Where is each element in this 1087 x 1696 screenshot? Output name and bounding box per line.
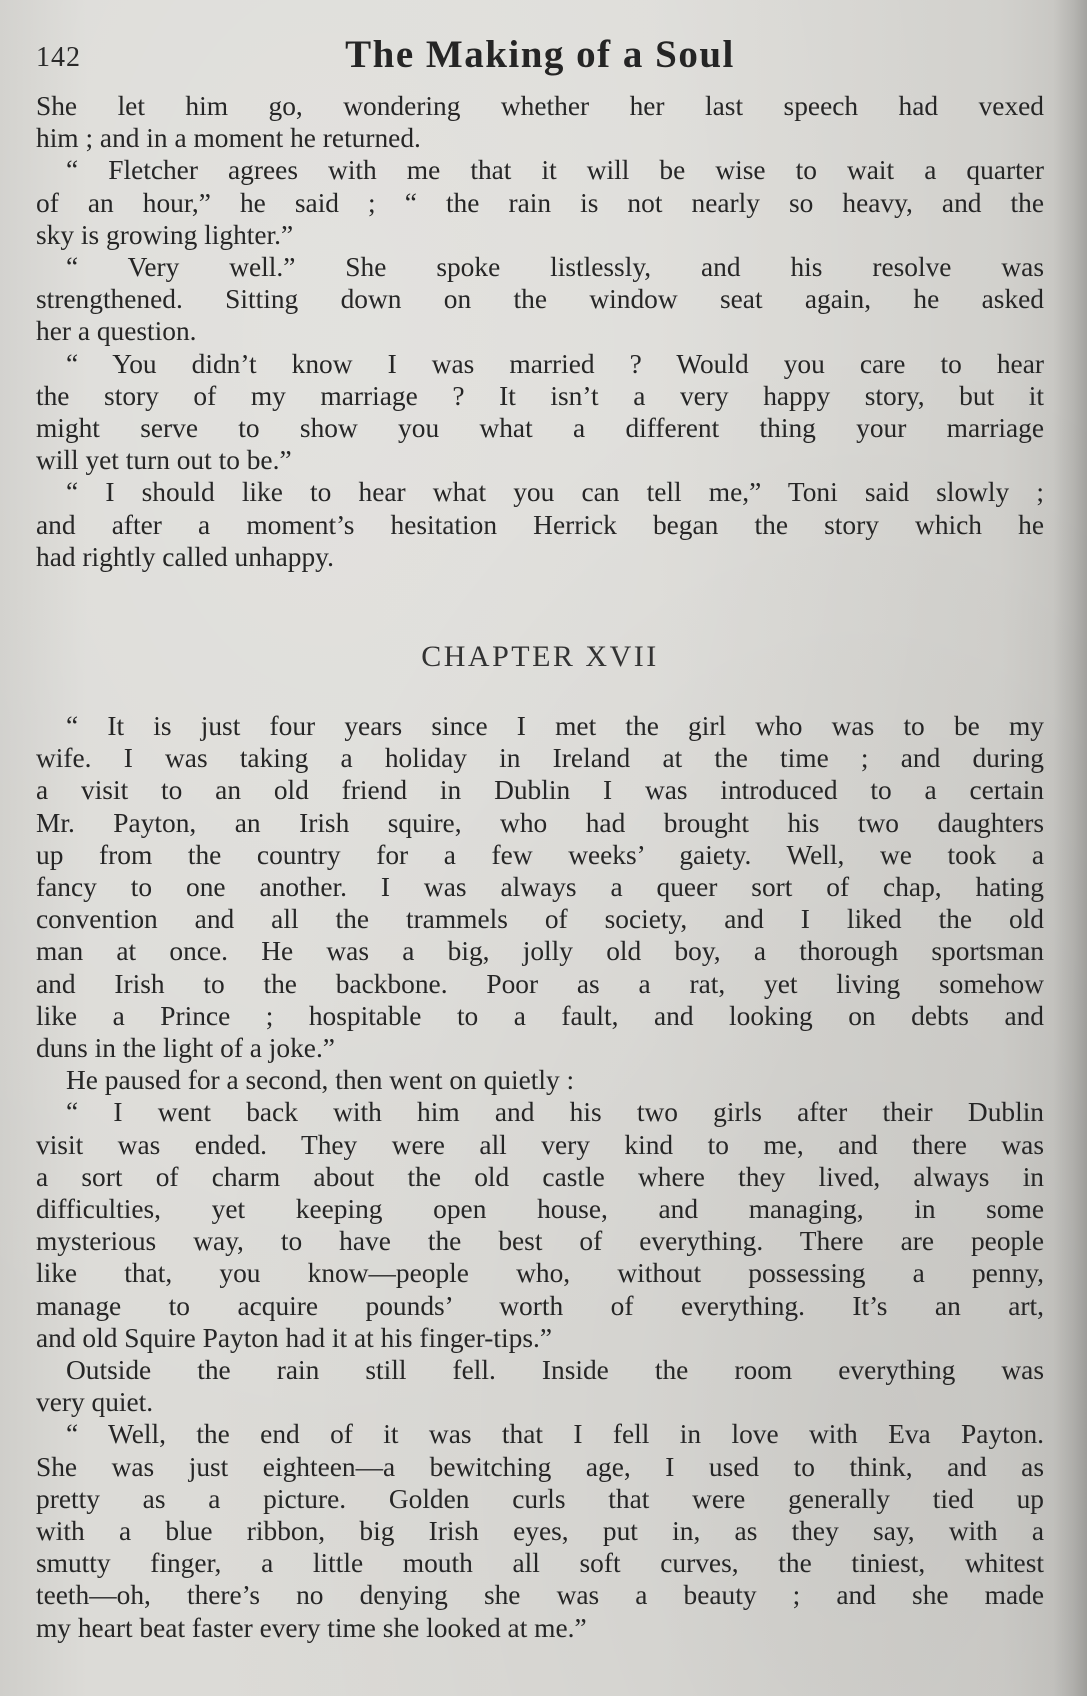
text-line: a visit to an old friend in Dublin I was introduced to a certain — [36, 775, 1044, 806]
text-line: “ It is just four years since I met the girl who was to be my — [66, 711, 1044, 741]
text-line: wife. I was taking a holiday in Ireland at the time ; and during — [36, 743, 1044, 774]
text-line: mysterious way, to have the best of everything. There are people — [36, 1226, 1044, 1257]
text-line: duns in the light of a joke.” — [36, 1033, 335, 1064]
text-line: “ You didn’t know I was married ? Would you care to hear — [66, 348, 1044, 379]
text-line: “ Very well.” She spoke listlessly, and his resolve was — [66, 252, 1044, 283]
text-line: “ Fletcher agrees with me that it will be wise to wait a quarter — [66, 155, 1044, 186]
page-number: 142 — [36, 42, 81, 73]
paragraph-four-years — [36, 710, 1044, 1064]
text-line: strengthened. Sitting down on the window seat again, he asked — [36, 284, 1044, 315]
running-title: The Making of a Soul — [345, 33, 735, 76]
text-line: manage to acquire pounds’ worth of everything. It’s an art, — [36, 1290, 1044, 1321]
paragraph-fletcher-agrees — [36, 154, 1044, 251]
text-line: smutty finger, a little mouth all soft curves, the tiniest, whitest — [36, 1548, 1044, 1579]
text-line: and Irish to the backbone. Poor as a rat, yet living somehow — [36, 968, 1044, 999]
text-line: might serve to show you what a different thing your marriage — [36, 413, 1044, 444]
text-line: like that, you know—people who, without possessing a penny, — [36, 1258, 1044, 1289]
text-line: visit was ended. They were all very kind to me, and there was — [36, 1129, 1044, 1160]
text-line: Mr. Payton, an Irish squire, who had brought his two daughters — [36, 807, 1044, 838]
text-section-1 — [36, 90, 1044, 573]
text-line: “ I should like to hear what you can tell me,” Toni said slowly ; — [66, 477, 1044, 508]
text-line: a sort of charm about the old castle where they lived, always in — [36, 1161, 1044, 1192]
page-edge-shadow — [1053, 0, 1087, 1696]
text-line: up from the country for a few weeks’ gaiety. Well, we took a — [36, 839, 1044, 870]
text-line: had rightly called unhappy. — [36, 541, 334, 572]
text-line: man at once. He was a big, jolly old boy, a thorough sportsman — [36, 936, 1044, 967]
text-line: will yet turn out to be.” — [36, 445, 292, 476]
text-section-2 — [36, 710, 1044, 1644]
text-line: difficulties, yet keeping open house, and managing, in some — [36, 1194, 1044, 1225]
paragraph-i-went-back — [36, 1096, 1044, 1354]
text-line: “ I went back with him and his two girls after their Dublin — [66, 1097, 1044, 1128]
paragraph-he-paused — [36, 1064, 1044, 1096]
text-line: her a question. — [36, 316, 197, 347]
text-line: like a Prince ; hospitable to a fault, and looking on debts and — [36, 1000, 1044, 1031]
text-line: with a blue ribbon, big Irish eyes, put in, as they say, with a — [36, 1516, 1044, 1547]
text-line: She let him go, wondering whether her last speech had vexed — [36, 91, 1044, 121]
text-line: He paused for a second, then went on quietly : — [66, 1065, 575, 1096]
text-line: She was just eighteen—a bewitching age, I used to think, and as — [36, 1451, 1044, 1482]
text-line: sky is growing lighter.” — [36, 219, 294, 250]
paragraph-she-let-him-go — [36, 90, 1044, 154]
text-line: and after a moment’s hesitation Herrick began the story which he — [36, 509, 1044, 540]
text-line: “ Well, the end of it was that I fell in love with Eva Payton. — [66, 1419, 1044, 1450]
text-line: of an hour,” he said ; “ the rain is not nearly so heavy, and the — [36, 187, 1044, 218]
paragraph-outside-the-rain — [36, 1354, 1044, 1418]
text-line: my heart beat faster every time she looked at me.” — [36, 1612, 587, 1643]
text-line: teeth—oh, there’s no denying she was a beauty ; and she made — [36, 1580, 1044, 1611]
text-line: him ; and in a moment he returned. — [36, 123, 421, 154]
text-line: Outside the rain still fell. Inside the room everything was — [66, 1355, 1044, 1386]
paragraph-you-didnt-know — [36, 348, 1044, 477]
paragraph-i-should-like — [36, 476, 1044, 573]
text-line: very quiet. — [36, 1387, 154, 1418]
text-line: convention and all the trammels of society, and I liked the old — [36, 904, 1044, 935]
page-header — [36, 32, 1044, 82]
paragraph-very-well — [36, 251, 1044, 348]
text-line: fancy to one another. I was always a queer sort of chap, hating — [36, 872, 1044, 903]
text-line: pretty as a picture. Golden curls that were generally tied up — [36, 1483, 1044, 1514]
chapter-heading: CHAPTER XVII — [421, 640, 659, 673]
text-line: the story of my marriage ? It isn’t a very happy story, but it — [36, 380, 1044, 411]
text-line: and old Squire Payton had it at his finger-tips.” — [36, 1322, 552, 1353]
paragraph-well-the-end — [36, 1418, 1044, 1643]
